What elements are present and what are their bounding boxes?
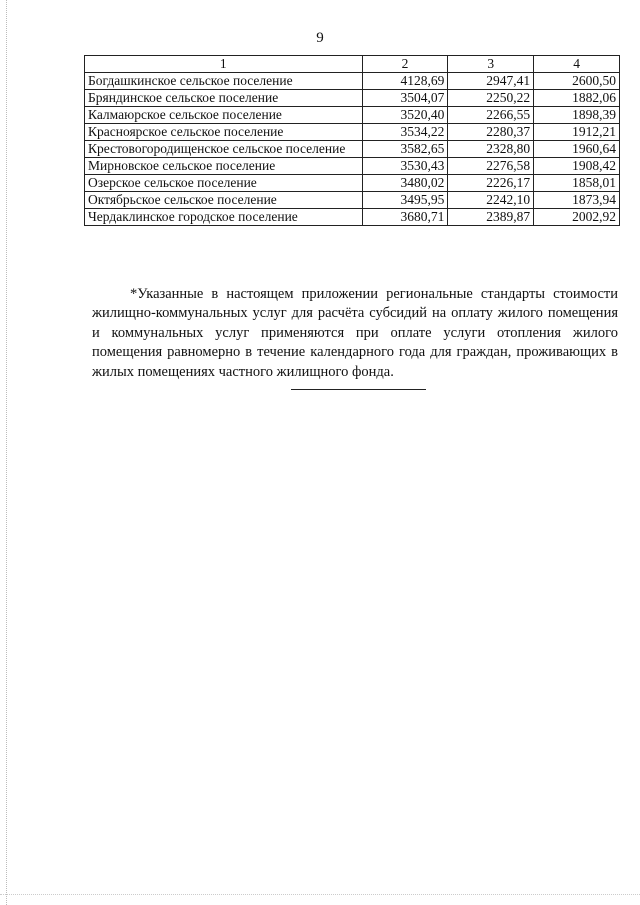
value-col-2: 3680,71 (362, 209, 448, 226)
table-row (85, 175, 620, 192)
scan-edge-left (6, 0, 7, 905)
value-col-4: 1960,64 (534, 141, 620, 158)
value-col-2: 3582,65 (362, 141, 448, 158)
table-row (85, 141, 620, 158)
end-separator-line (291, 389, 426, 390)
value-col-2: 3520,40 (362, 107, 448, 124)
value-col-3: 2280,37 (448, 124, 534, 141)
column-header-4: 4 (534, 56, 620, 73)
settlement-name: Калмаюрское сельское поселение (85, 107, 363, 124)
table-header-row (85, 56, 620, 73)
settlement-name: Мирновское сельское поселение (85, 158, 363, 175)
value-col-4: 2002,92 (534, 209, 620, 226)
value-col-3: 2266,55 (448, 107, 534, 124)
column-header-3: 3 (448, 56, 534, 73)
value-col-3: 2226,17 (448, 175, 534, 192)
value-col-3: 2276,58 (448, 158, 534, 175)
table-row (85, 73, 620, 90)
settlement-name: Озерское сельское поселение (85, 175, 363, 192)
footnote-paragraph: *Указанные в настоящем приложении региональные стандарты стоимости жилищно-коммунальных услуг для расчёта субсидий на оплату жилого помещения и коммунальных услуг применяются при оплате услуги отопления жилого помещения равномерно в течение календарного года для граждан, проживающих в жилых помещениях частного жилищного фонда. (92, 285, 618, 380)
housing-standards-table (84, 55, 620, 226)
table-row (85, 107, 620, 124)
column-header-2: 2 (362, 56, 448, 73)
value-col-3: 2242,10 (448, 192, 534, 209)
settlement-name: Богдашкинское сельское поселение (85, 73, 363, 90)
value-col-4: 2600,50 (534, 73, 620, 90)
value-col-4: 1858,01 (534, 175, 620, 192)
settlement-name: Бряндинское сельское поселение (85, 90, 363, 107)
table-row (85, 90, 620, 107)
scan-edge-bottom (0, 894, 640, 895)
value-col-2: 3530,43 (362, 158, 448, 175)
settlement-name: Красноярское сельское поселение (85, 124, 363, 141)
settlement-name: Крестовогородищенское сельское поселение (85, 141, 363, 158)
value-col-3: 2389,87 (448, 209, 534, 226)
settlement-name: Чердаклинское городское поселение (85, 209, 363, 226)
column-header-1: 1 (85, 56, 363, 73)
settlement-name: Октябрьское сельское поселение (85, 192, 363, 209)
value-col-2: 3495,95 (362, 192, 448, 209)
value-col-3: 2250,22 (448, 90, 534, 107)
value-col-4: 1882,06 (534, 90, 620, 107)
value-col-4: 1873,94 (534, 192, 620, 209)
page-number: 9 (316, 30, 324, 46)
table-row (85, 192, 620, 209)
value-col-3: 2947,41 (448, 73, 534, 90)
value-col-4: 1898,39 (534, 107, 620, 124)
value-col-4: 1912,21 (534, 124, 620, 141)
table-row (85, 158, 620, 175)
table-row (85, 209, 620, 226)
table-row (85, 124, 620, 141)
value-col-2: 3534,22 (362, 124, 448, 141)
value-col-2: 3504,07 (362, 90, 448, 107)
value-col-3: 2328,80 (448, 141, 534, 158)
value-col-4: 1908,42 (534, 158, 620, 175)
value-col-2: 4128,69 (362, 73, 448, 90)
value-col-2: 3480,02 (362, 175, 448, 192)
